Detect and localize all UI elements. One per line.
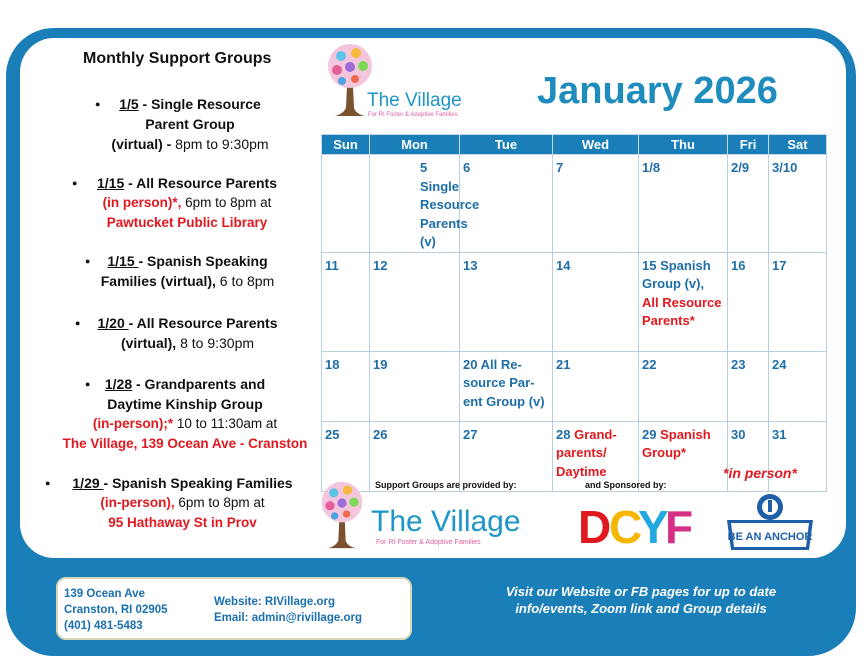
support-groups-title: Monthly Support Groups xyxy=(83,50,272,67)
group-date: 1/5 xyxy=(119,96,139,112)
calendar-cell: 3/10 xyxy=(769,155,827,253)
village-tree-logo xyxy=(318,480,366,550)
calendar-cell: 22 xyxy=(639,351,728,421)
calendar-cell: 17 xyxy=(769,252,827,351)
calendar-cell: 15 Spanish Group (v), All Resource Parents* xyxy=(639,252,728,351)
group-date: 1/28 xyxy=(104,376,133,392)
day-header: Thu xyxy=(639,135,728,155)
village-logo-tagline: For RI Foster & Adoptive Families xyxy=(368,112,458,118)
calendar-cell: 6 xyxy=(460,155,553,253)
group-item: ● 1/5 - Single Resource Parent Group (virtual) - 8pm to 9:30pm xyxy=(95,96,269,152)
group-item: ● 1/28 - Grandparents and Daytime Kinship Group (in-person);* 10 to 11:30am at The Village, 139 Ocean Ave - Cranston xyxy=(62,376,308,451)
svg-text:F: F xyxy=(665,503,693,549)
calendar-cell: 20 All Re-source Par-ent Group (v) xyxy=(460,351,553,421)
in-person-note: *in person* xyxy=(723,465,797,481)
svg-text:BE AN ANCHOR: BE AN ANCHOR xyxy=(727,531,813,543)
day-header: Fri xyxy=(728,135,769,155)
group-date: 1/15 xyxy=(107,253,139,269)
village-logo-text: The Village xyxy=(367,90,462,111)
day-header: Mon xyxy=(370,135,460,155)
svg-text:Y: Y xyxy=(638,503,668,549)
calendar-cell: 23 xyxy=(728,351,769,421)
calendar-cell: 11 xyxy=(322,252,370,351)
calendar-cell: 21 xyxy=(553,351,639,421)
group-date: 1/29 xyxy=(72,475,104,491)
calendar-cell: 29 Spanish Group* xyxy=(639,421,728,491)
day-header: Tue xyxy=(460,135,553,155)
website-link[interactable]: Website: RIVillage.org xyxy=(214,596,335,608)
svg-text:D: D xyxy=(578,503,611,549)
calendar-cell xyxy=(322,155,370,253)
calendar-week xyxy=(322,351,827,421)
dcyf-logo xyxy=(578,503,693,549)
calendar-cell: 7 xyxy=(553,155,639,253)
group-date: 1/20 xyxy=(97,315,129,331)
calendar-cell: 27 xyxy=(460,421,553,491)
day-header: Sun xyxy=(322,135,370,155)
calendar-week xyxy=(322,155,827,253)
calendar-grid xyxy=(321,134,827,492)
calendar-cell: 31 xyxy=(769,421,827,491)
village-logo-text: The Village xyxy=(371,505,521,538)
svg-text:C: C xyxy=(609,503,642,549)
group-item: ● 1/15 - Spanish Speaking Families (virtual), 6 to 8pm xyxy=(85,253,275,289)
calendar-cell: 13 xyxy=(460,252,553,351)
address-block: 139 Ocean Ave Cranston, RI 02905 (401) 481-5483 xyxy=(64,588,168,632)
email-link[interactable]: Email: admin@rivillage.org xyxy=(214,612,362,624)
village-logo-tagline: For RI Foster & Adoptive Families xyxy=(376,539,481,546)
group-date: 1/15 xyxy=(96,175,125,191)
calendar-cell: 18 xyxy=(322,351,370,421)
calendar-cell: 5 Single Resource Parents (v) xyxy=(370,155,460,253)
group-item: ● 1/29 - Spanish Speaking Families (in-person), 6pm to 8pm at 95 Hathaway St in Prov xyxy=(45,475,293,530)
day-header: Sat xyxy=(769,135,827,155)
calendar-cell: 30 xyxy=(728,421,769,491)
calendar-cell: 2/9 xyxy=(728,155,769,253)
calendar-cell: 16 xyxy=(728,252,769,351)
month-title: January 2026 xyxy=(537,70,778,112)
calendar-cell: 24 xyxy=(769,351,827,421)
sponsored-by-label: and Sponsored by: xyxy=(585,480,667,490)
calendar-header-row xyxy=(322,135,827,155)
group-item: ● 1/20 - All Resource Parents (virtual), 8 to 9:30pm xyxy=(75,315,278,351)
provided-by-label: Support Groups are provided by: xyxy=(375,480,517,490)
calendar-cell: 26 xyxy=(370,421,460,491)
calendar-cell: 19 xyxy=(370,351,460,421)
be-an-anchor-logo xyxy=(725,490,815,552)
calendar-cell: 25 xyxy=(322,421,370,491)
calendar-cell: 14 xyxy=(553,252,639,351)
day-header: Wed xyxy=(553,135,639,155)
calendar-cell: 28 Grand-parents/ Daytime xyxy=(553,421,639,491)
calendar-week xyxy=(322,252,827,351)
group-item: ● 1/15 - All Resource Parents (in person)*, 6pm to 8pm at Pawtucket Public Library xyxy=(72,175,277,230)
calendar-cell: 1/8 xyxy=(639,155,728,253)
calendar-cell: 12 xyxy=(370,252,460,351)
web-email-block xyxy=(214,594,362,626)
visit-note: Visit our Website or FB pages for up to date info/events, Zoom link and Group details xyxy=(505,584,777,616)
